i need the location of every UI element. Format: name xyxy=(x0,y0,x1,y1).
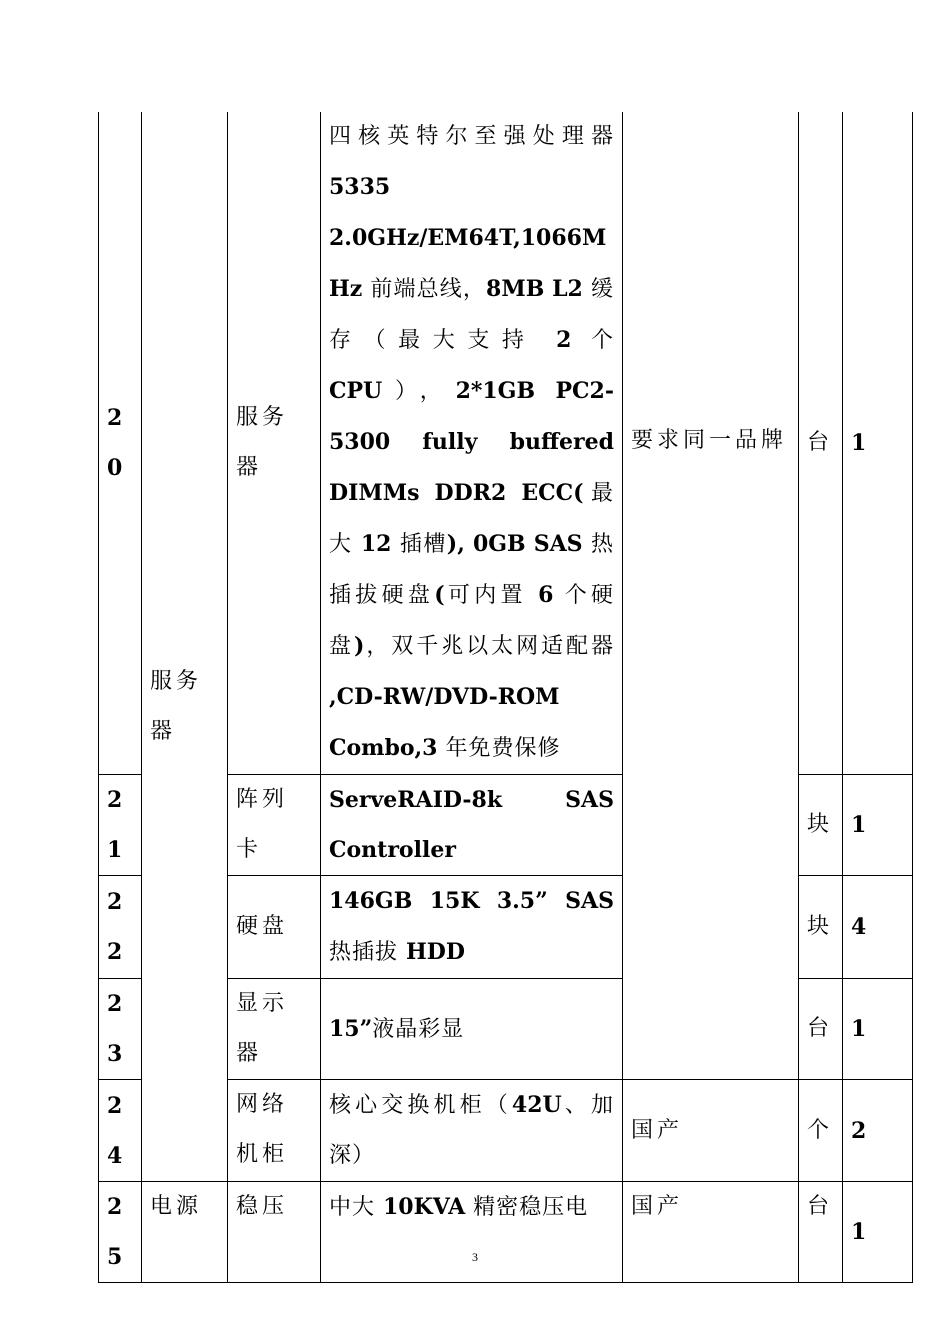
page-number: 3 xyxy=(472,1250,478,1264)
requirement-cell: 国产 xyxy=(623,1080,799,1182)
qty-cell: 1 xyxy=(843,979,913,1080)
unit-cell: 台 xyxy=(799,112,843,775)
item-spec: ServeRAID-8k SAS Controller xyxy=(321,775,623,876)
category-cell: 服务器 xyxy=(142,112,228,1182)
unit-cell: 块 xyxy=(799,876,843,979)
item-spec: 146GB 15K 3.5” SAS 热插拔 HDD xyxy=(321,876,623,979)
qty-cell: 2 xyxy=(843,1080,913,1182)
item-spec: 核心交换机柜（42U、加深） xyxy=(321,1080,623,1182)
item-spec: 中大 10KVA 精密稳压电 xyxy=(321,1182,623,1283)
qty-cell: 1 xyxy=(843,112,913,775)
item-name: 显示器 xyxy=(228,979,321,1080)
row-number: 25 xyxy=(99,1182,142,1283)
unit-cell: 台 xyxy=(799,1182,843,1283)
item-name: 网络机柜 xyxy=(228,1080,321,1182)
category-cell: 电源 xyxy=(142,1182,228,1283)
requirement-cell: 国产 xyxy=(623,1182,799,1283)
equipment-table xyxy=(98,112,913,1283)
row-number: 22 xyxy=(99,876,142,979)
unit-cell: 个 xyxy=(799,1080,843,1182)
qty-cell: 1 xyxy=(843,775,913,876)
table-row xyxy=(99,1182,913,1283)
item-name: 阵列卡 xyxy=(228,775,321,876)
item-name: 硬盘 xyxy=(228,876,321,979)
row-number: 23 xyxy=(99,979,142,1080)
qty-cell: 4 xyxy=(843,876,913,979)
item-spec: 15”液晶彩显 xyxy=(321,979,623,1080)
table-row xyxy=(99,112,913,775)
row-number: 21 xyxy=(99,775,142,876)
unit-cell: 台 xyxy=(799,979,843,1080)
item-name: 服务器 xyxy=(228,112,321,775)
item-spec: 四核英特尔至强处理器 5335 2.0GHz/EM64T,1066MHz 前端总线，8MB L2 缓存（最大支持 2 个 CPU），2*1GB PC2-5300 fully buffered DIMMs DDR2 ECC(最大 12 插槽), 0GB SAS 热插拔硬盘(可内置 6 个硬盘)，双千兆以太网适配器 ,CD-RW/DVD-ROM Combo,3 年免费保修 xyxy=(321,112,623,775)
row-number: 24 xyxy=(99,1080,142,1182)
unit-cell: 块 xyxy=(799,775,843,876)
row-number: 20 xyxy=(99,112,142,775)
requirement-cell: 要求同一品牌 xyxy=(623,112,799,1080)
qty-cell: 1 xyxy=(843,1182,913,1283)
item-name: 稳压 xyxy=(228,1182,321,1283)
